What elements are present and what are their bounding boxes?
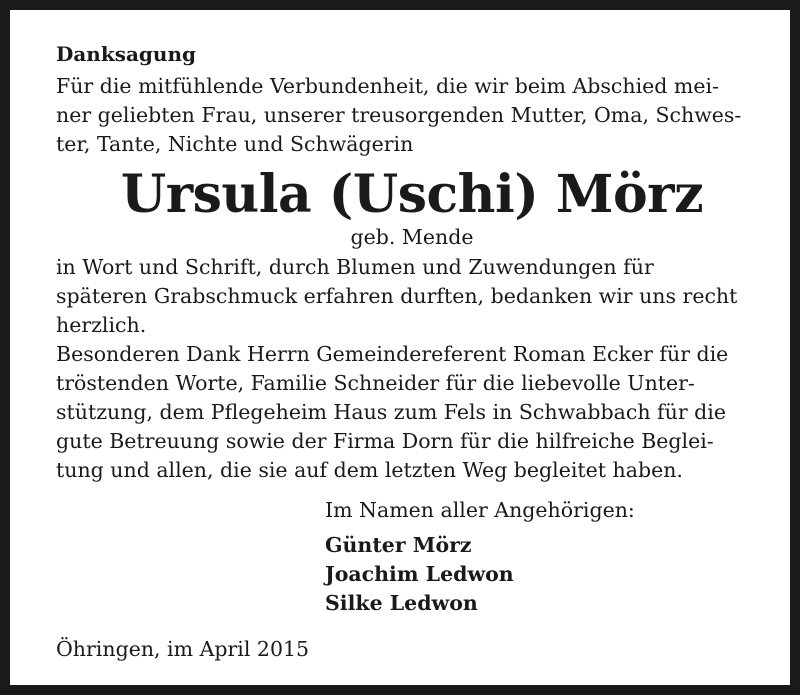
deceased-name: Ursula (Uschi) Mörz: [120, 164, 704, 225]
special-thanks-line: tröstenden Worte, Familie Schneider für die liebevolle Unter-: [56, 371, 695, 395]
signoff-block: [325, 495, 768, 618]
signoff-intro: Im Namen aller Angehörigen:: [325, 498, 635, 522]
intro-line: ner geliebten Frau, unserer treusorgenden Mutter, Oma, Schwes-: [56, 103, 742, 127]
thanks-line: in Wort und Schrift, durch Blumen und Zuwendungen für: [56, 255, 654, 279]
place-date: Öhringen, im April 2015: [56, 637, 310, 661]
special-thanks-line: stützung, dem Pflegeheim Haus zum Fels in Schwabbach für die: [56, 400, 726, 424]
special-thanks-line: gute Betreuung sowie der Firma Dorn für die hilfreiche Beglei-: [56, 429, 714, 453]
notice-heading: Danksagung: [56, 42, 196, 66]
intro-line: ter, Tante, Nichte und Schwägerin: [56, 132, 414, 156]
special-thanks-line: Besonderen Dank Herrn Gemeindereferent Roman Ecker für die: [56, 342, 729, 366]
signer-name: Günter Mörz: [325, 533, 472, 557]
special-thanks-line: tung und allen, die sie auf dem letzten Weg begleitet haben.: [56, 458, 683, 482]
intro-line: Für die mitfühlende Verbundenheit, die wir beim Abschied mei-: [56, 74, 719, 98]
special-thanks-paragraph: [56, 340, 768, 485]
signer-name: Silke Ledwon: [325, 591, 478, 615]
thanks-paragraph: [56, 253, 768, 340]
intro-paragraph: [56, 72, 768, 159]
thanks-line: späteren Grabschmuck erfahren durften, bedanken wir uns recht: [56, 284, 738, 308]
maiden-name: geb. Mende: [350, 225, 474, 249]
signer-name: Joachim Ledwon: [325, 562, 514, 586]
thanks-line: herzlich.: [56, 313, 147, 337]
notice-content: [56, 40, 768, 664]
